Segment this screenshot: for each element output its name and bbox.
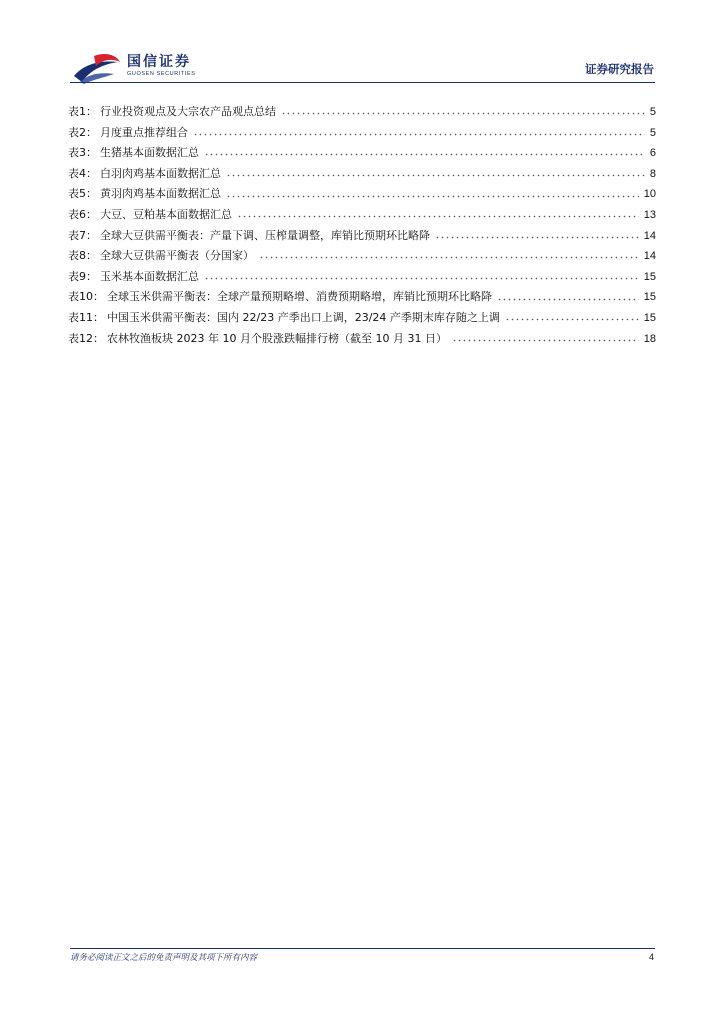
toc-entry[interactable] — [68, 102, 656, 123]
toc-dot-leader — [237, 212, 639, 218]
toc-dot-leader — [226, 171, 645, 177]
toc-entry-label: 表5： — [68, 187, 97, 201]
guosen-logo — [70, 50, 210, 86]
toc-entry[interactable] — [68, 164, 656, 185]
toc-entry-label: 表12： — [68, 331, 104, 345]
toc-entry-page: 15 — [643, 291, 656, 304]
toc-entry-page: 15 — [643, 270, 656, 283]
toc-entry-page: 6 — [649, 147, 656, 160]
toc-entry[interactable] — [68, 123, 656, 144]
toc-dot-leader — [226, 192, 639, 198]
toc-entry-page: 14 — [643, 250, 656, 263]
toc-entry-label: 表10： — [68, 290, 104, 304]
toc-entry-title: 黄羽肉鸡基本面数据汇总 — [100, 187, 221, 201]
toc-dot-leader — [204, 150, 645, 156]
toc-entry-label: 表2： — [68, 125, 97, 139]
report-type-label: 证券研究报告 — [585, 62, 654, 76]
toc-entry-page: 14 — [643, 229, 656, 242]
footer-disclaimer: 请务必阅读正文之后的免责声明及其项下所有内容 — [70, 953, 258, 963]
toc-entry-page: 10 — [643, 188, 656, 201]
toc-entry[interactable] — [68, 205, 656, 226]
toc-dot-leader — [497, 295, 639, 301]
toc-dot-leader — [259, 253, 639, 259]
toc-entry-label: 表4： — [68, 166, 97, 180]
header-divider — [70, 82, 655, 83]
toc-entry-label: 表8： — [68, 249, 97, 263]
toc-entry-label: 表11： — [68, 310, 104, 324]
toc-entry-title: 行业投资观点及大宗农产品观点总结 — [100, 105, 276, 118]
toc-dot-leader — [435, 233, 639, 239]
toc-entry-label: 表3： — [68, 146, 97, 160]
toc-entry[interactable] — [68, 143, 656, 164]
toc-dot-leader — [193, 130, 645, 136]
toc-entry-page: 5 — [649, 106, 656, 118]
guosen-logo-icon — [70, 52, 122, 84]
toc-entry-page: 18 — [643, 332, 656, 345]
toc-entry-page: 15 — [643, 311, 656, 324]
toc-dot-leader — [452, 336, 639, 342]
toc-dot-leader — [204, 274, 639, 280]
toc-entry[interactable] — [68, 226, 656, 247]
toc-entry-title: 全球大豆供需平衡表：产量下调、压榨量调整，库销比预期环比略降 — [100, 228, 430, 242]
page-number: 4 — [648, 952, 654, 962]
toc-entry-title: 生猪基本面数据汇总 — [100, 146, 199, 160]
toc-entry-title: 中国玉米供需平衡表：国内 22/23 产季出口上调，23/24 产季期末库存随之上调 — [107, 310, 500, 324]
toc-entry-title: 大豆、豆粕基本面数据汇总 — [100, 207, 232, 221]
toc-entry[interactable] — [68, 184, 656, 205]
toc-entry-page: 5 — [649, 126, 656, 139]
toc-dot-leader — [505, 315, 639, 321]
toc-entry-label: 表7： — [68, 228, 97, 242]
toc-entry[interactable] — [68, 267, 656, 288]
logo-chinese-name: 国信证券 — [127, 54, 191, 70]
toc-dot-leader — [281, 109, 645, 115]
toc-entry-label: 表6： — [68, 207, 97, 221]
toc-entry[interactable] — [68, 308, 656, 329]
toc-entry-page: 8 — [649, 167, 656, 180]
toc-entry-title: 全球玉米供需平衡表：全球产量预期略增、消费预期略增，库销比预期环比略降 — [107, 290, 492, 304]
toc-entry[interactable] — [68, 329, 656, 350]
toc-entry-label: 表9： — [68, 269, 97, 283]
page-header — [0, 0, 724, 90]
table-of-figures — [68, 102, 656, 349]
toc-entry-title: 全球大豆供需平衡表（分国家） — [100, 249, 254, 263]
toc-entry-title: 玉米基本面数据汇总 — [100, 269, 199, 283]
logo-english-name: GUOSEN SECURITIES — [127, 71, 196, 77]
footer-divider — [70, 948, 655, 949]
toc-entry-label: 表1： — [68, 105, 97, 118]
toc-entry-title: 白羽肉鸡基本面数据汇总 — [100, 166, 221, 180]
toc-entry[interactable] — [68, 246, 656, 267]
toc-entry[interactable] — [68, 287, 656, 308]
toc-entry-title: 月度重点推荐组合 — [100, 125, 188, 139]
toc-entry-page: 13 — [643, 208, 656, 221]
toc-entry-title: 农林牧渔板块 2023 年 10 月个股涨跌幅排行榜（截至 10 月 31 日） — [107, 331, 447, 345]
